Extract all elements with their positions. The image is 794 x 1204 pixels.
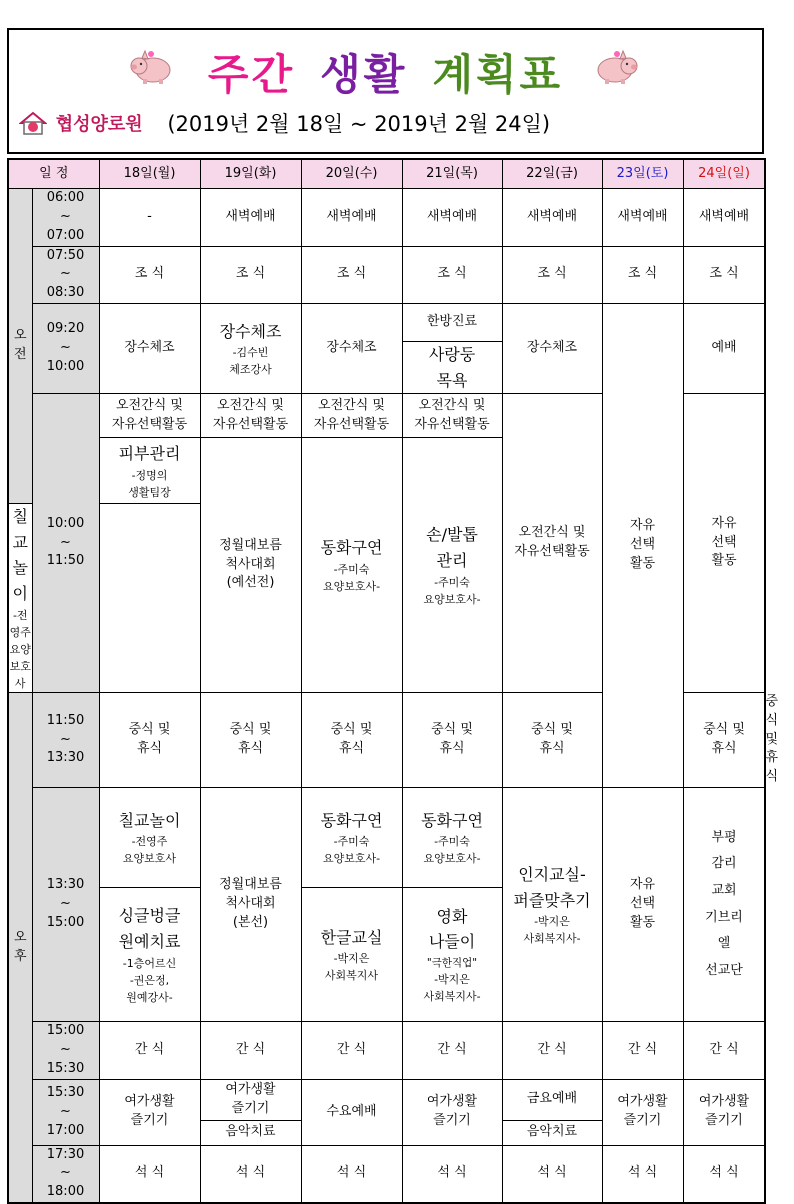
period-am: 오 전 [8, 189, 32, 504]
schedule-cell: 간 식 [502, 1022, 602, 1080]
row-1500 [8, 1022, 765, 1080]
schedule-cell: 석 식 [99, 1145, 200, 1203]
schedule-cell: 석 식 [402, 1145, 502, 1203]
day-header: 21일(목) [402, 159, 502, 189]
time-cell: 06:00 ~ 07:00 [32, 189, 99, 247]
schedule-cell: 사랑둥 목욕 [402, 342, 502, 394]
schedule-cell: 간 식 [683, 1022, 765, 1080]
schedule-cell: 중식 및 휴식 [402, 692, 502, 787]
schedule-cell: 장수체조 [301, 304, 402, 394]
time-cell: 10:00 ~ 11:50 [32, 394, 99, 693]
schedule-cell: 새벽예배 [602, 189, 683, 247]
schedule-cell: 한방진료 [402, 304, 502, 342]
schedule-cell: 간 식 [301, 1022, 402, 1080]
schedule-cell: 석 식 [200, 1145, 301, 1203]
row-0750 [8, 246, 765, 304]
schedule-cell: 오전간식 및 자유선택활동 [301, 394, 402, 438]
day-header-sunday: 24일(일) [683, 159, 765, 189]
schedule-cell: 중식 및 휴식 [99, 692, 200, 787]
schedule-cell: 여가생활 즐기기 [99, 1079, 200, 1145]
schedule-cell: 조 식 [602, 246, 683, 304]
schedule-cell: 자유 선택 활동 [602, 304, 683, 788]
schedule-cell: 조 식 [402, 246, 502, 304]
schedule-cell: 여가생활 즐기기 [402, 1079, 502, 1145]
title-word-2: 생활 [320, 50, 408, 99]
schedule-cell: 새벽예배 [301, 189, 402, 247]
schedule-cell: 손/발톱 관리 -주미숙 요양보호사- [402, 438, 502, 693]
schedule-cell: 장수체조 [99, 304, 200, 394]
schedule-cell: 석 식 [502, 1145, 602, 1203]
weekly-schedule-table [7, 158, 779, 1204]
period-pm: 오 후 [8, 692, 32, 1203]
schedule-cell: 칠교놀이 -전영주 요양보호사 [8, 504, 32, 693]
schedule-cell: 부평 감리 교회 기브리 엘 선교단 [683, 788, 765, 1022]
schedule-cell: 새벽예배 [502, 189, 602, 247]
time-cell: 11:50 ~ 13:30 [32, 692, 99, 787]
day-header: 20일(수) [301, 159, 402, 189]
time-cell: 07:50 ~ 08:30 [32, 246, 99, 304]
schedule-cell: 금요예배 [502, 1079, 602, 1120]
schedule-cell: 칠교놀이 -전영주 요양보호사 [99, 788, 200, 888]
row-0920 [8, 304, 765, 342]
schedule-cell: 자유 선택 활동 [683, 394, 765, 693]
schedule-cell: 간 식 [602, 1022, 683, 1080]
schedule-cell: 정월대보름 척사대회 (본선) [200, 788, 301, 1022]
schedule-cell: 피부관리 -정명의 생활팀장 [99, 438, 200, 504]
schedule-cell: 석 식 [602, 1145, 683, 1203]
schedule-cell: 조 식 [502, 246, 602, 304]
corner-cell: 일 정 [8, 159, 99, 189]
schedule-cell: 여가생활 즐기기 [602, 1079, 683, 1145]
row-1150: 오 후 11:50 ~ 13:30 중식 및 휴식 중식 및 휴식 중식 및 휴식 중식 및 휴식 중식 및 휴식 중식 및 휴식 중식 및 휴식 [8, 692, 765, 787]
time-cell: 09:20 ~ 10:00 [32, 304, 99, 394]
house-logo-icon [19, 111, 47, 135]
schedule-cell: 조 식 [200, 246, 301, 304]
pig-icon [593, 46, 639, 86]
schedule-cell: 싱글벙글 원예치료 -1층어르신 -권은정, 원예강사- [99, 888, 200, 1022]
schedule-cell: 오전간식 및 자유선택활동 [99, 394, 200, 438]
time-cell: 17:30 ~ 18:00 [32, 1145, 99, 1203]
row-1730 [8, 1145, 765, 1203]
pig-icon [129, 46, 175, 86]
header-row [8, 159, 765, 189]
schedule-period: (2019년 2월 18일 ~ 2019년 2월 24일) [167, 112, 551, 136]
schedule-cell: 정월대보름 척사대회 (예선전) [200, 438, 301, 693]
page-header [7, 28, 764, 154]
schedule-cell: 중식 및 휴식 [683, 692, 765, 787]
title-word-3: 계획표 [432, 50, 564, 99]
schedule-cell: 간 식 [99, 1022, 200, 1080]
org-name: 협성양로원 [55, 114, 143, 135]
schedule-cell: 석 식 [301, 1145, 402, 1203]
schedule-cell: 동화구연 -주미숙 요양보호사- [301, 438, 402, 693]
row-1530 [8, 1079, 765, 1120]
schedule-cell: 동화구연 -주미숙 요양보호사- [402, 788, 502, 888]
time-cell: 15:00 ~ 15:30 [32, 1022, 99, 1080]
schedule-cell: 오전간식 및 자유선택활동 [200, 394, 301, 438]
schedule-cell: 자유 선택 활동 [602, 788, 683, 1022]
schedule-cell: 새벽예배 [683, 189, 765, 247]
schedule-cell: 인지교실- 퍼즐맞추기 -박지은 사회복지사- [502, 788, 602, 1022]
schedule-cell: 조 식 [99, 246, 200, 304]
schedule-cell: 동화구연 -주미숙 요양보호사- [301, 788, 402, 888]
row-1330 [8, 788, 765, 888]
title-word-1: 주간 [207, 50, 296, 99]
schedule-cell: 여가생활 즐기기 [683, 1079, 765, 1145]
schedule-cell: 장수체조 -김수빈 체조강사 [200, 304, 301, 394]
schedule-cell: 조 식 [301, 246, 402, 304]
day-header-saturday: 23일(토) [602, 159, 683, 189]
schedule-cell: 간 식 [200, 1022, 301, 1080]
day-header: 19일(화) [200, 159, 301, 189]
schedule-cell: 음악치료 [200, 1120, 301, 1145]
schedule-cell: 새벽예배 [200, 189, 301, 247]
schedule-cell: 음악치료 [502, 1120, 602, 1145]
schedule-cell: 장수체조 [502, 304, 602, 394]
schedule-cell: 조 식 [683, 246, 765, 304]
schedule-cell: 영화 나들이 "극한직업" -박지은 사회복지사- [402, 888, 502, 1022]
schedule-cell: - [99, 189, 200, 247]
time-cell: 15:30 ~ 17:00 [32, 1079, 99, 1145]
schedule-cell: 간 식 [402, 1022, 502, 1080]
title [9, 42, 762, 102]
schedule-cell: 새벽예배 [402, 189, 502, 247]
schedule-cell: 예배 [683, 304, 765, 394]
schedule-cell: 중식 및 휴식 [200, 692, 301, 787]
schedule-cell: 오전간식 및 자유선택활동 [502, 394, 602, 693]
schedule-cell: 중식 및 휴식 [301, 692, 402, 787]
org-row [19, 108, 550, 138]
schedule-cell: 중식 및 휴식 [502, 692, 602, 787]
day-header: 18일(월) [99, 159, 200, 189]
row-0600 [8, 189, 765, 247]
time-cell: 13:30 ~ 15:00 [32, 788, 99, 1022]
schedule-cell: 수요예배 [301, 1079, 402, 1145]
schedule-cell: 여가생활 즐기기 [200, 1079, 301, 1120]
schedule-cell: 석 식 [683, 1145, 765, 1203]
schedule-cell: 한글교실 -박지은 사회복지사 [301, 888, 402, 1022]
day-header: 22일(금) [502, 159, 602, 189]
schedule-cell: 오전간식 및 자유선택활동 [402, 394, 502, 438]
